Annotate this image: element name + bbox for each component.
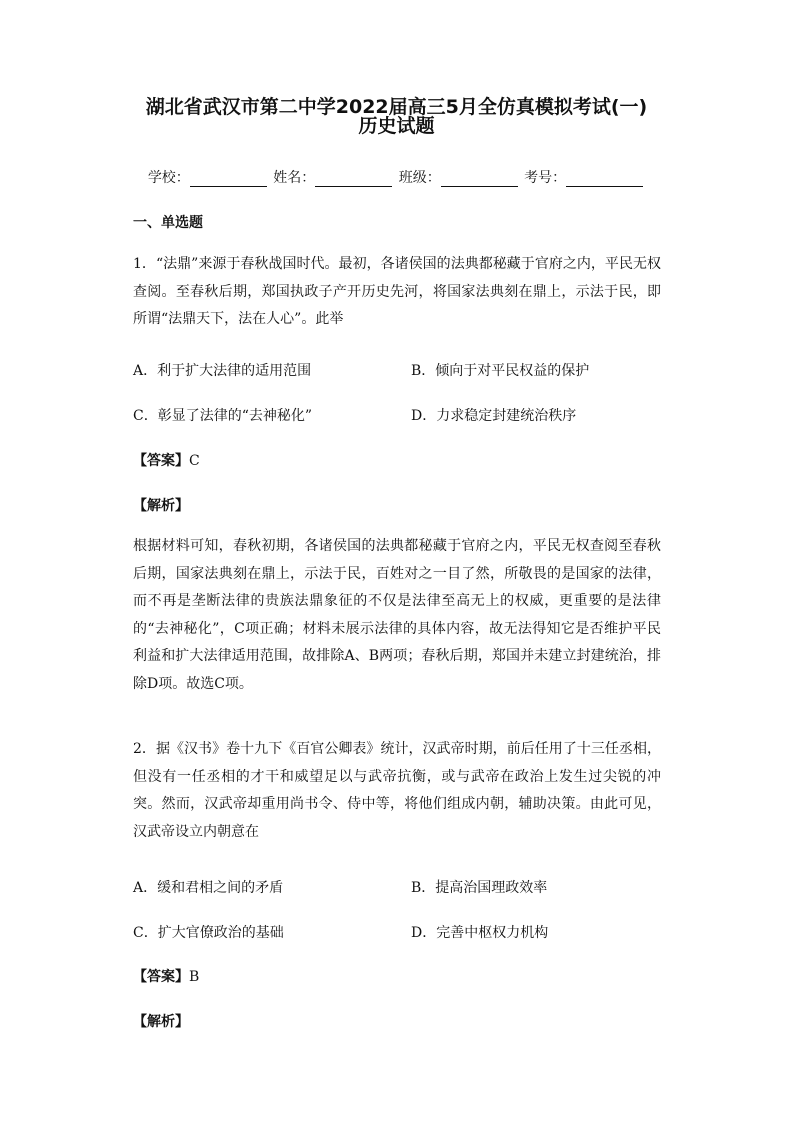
q2-answer [133, 968, 199, 986]
exam-no-blank [566, 172, 643, 187]
q2-option-d: D．完善中枢权力机构 [411, 925, 549, 941]
q1-answer [133, 452, 200, 470]
q2-option-b: B．提高治国理政效率 [411, 880, 548, 896]
q1-option-c: C．彰显了法律的“去神秘化” [133, 408, 313, 424]
q2-option-a: A．缓和君相之间的矛盾 [133, 880, 284, 896]
class-label: 班级： [398, 170, 441, 186]
q1-stem: 1．“法鼎”来源于春秋战国时代。最初，各诸侯国的法典都秘藏于官府之内，平民无权查阅。至春秋后期，郑国执政子产开历史先河，将国家法典刻在鼎上，示法于民，即所谓“法鼎天下，法在人心”。此举 [133, 256, 661, 327]
school-blank [190, 172, 267, 187]
exam-no-label: 考号： [524, 170, 567, 186]
q1-answer-value: C [189, 453, 200, 469]
q1-analysis-label: 【解析】 [133, 498, 189, 514]
q1-option-d: D．力求稳定封建统治秩序 [411, 408, 577, 424]
q2-analysis-label: 【解析】 [133, 1014, 189, 1030]
name-blank [315, 172, 392, 187]
document-title: 湖北省武汉市第二中学2022届高三5月全仿真模拟考试(一) [145, 96, 648, 118]
name-label: 姓名： [273, 170, 316, 186]
class-blank [441, 172, 518, 187]
q1-answer-label: 【答案】 [133, 453, 189, 469]
q2-answer-label: 【答案】 [133, 969, 189, 985]
q1-option-a: A．利于扩大法律的适用范围 [133, 363, 312, 379]
document-subtitle: 历史试题 [358, 115, 435, 137]
q2-option-c: C．扩大官僚政治的基础 [133, 925, 284, 941]
school-label: 学校： [147, 170, 190, 186]
q2-stem: 2．据《汉书》卷十九下《百官公卿表》统计，汉武帝时期，前后任用了十三任丞相，但没有一任丞相的才干和威望足以与武帝抗衡，或与武帝在政治上发生过尖锐的冲突。然而，汉武帝却重用尚书令、侍中等，将他们组成内朝，辅助决策。由此可见，汉武帝设立内朝意在 [133, 741, 661, 840]
q1-option-b: B．倾向于对平民权益的保护 [411, 363, 590, 379]
q1-analysis: 根据材料可知，春秋初期，各诸侯国的法典都秘藏于官府之内，平民无权查阅至春秋后期，国家法典刻在鼎上，示法于民，百姓对之一目了然，所敬畏的是国家的法律，而不再是垄断法律的贵族法鼎象征的不仅是法律至高无上的权威，更重要的是法律的“去神秘化”，C项正确；材料未展示法律的具体内容，故无法得知它是否维护平民利益和扩大法律适用范围，故排除A、B两项；春秋后期，郑国并未建立封建统治，排除D项。故选C项。 [133, 538, 661, 692]
q2-answer-value: B [189, 969, 200, 985]
section-heading: 一、单选题 [133, 215, 203, 231]
student-info-line [0, 169, 793, 187]
